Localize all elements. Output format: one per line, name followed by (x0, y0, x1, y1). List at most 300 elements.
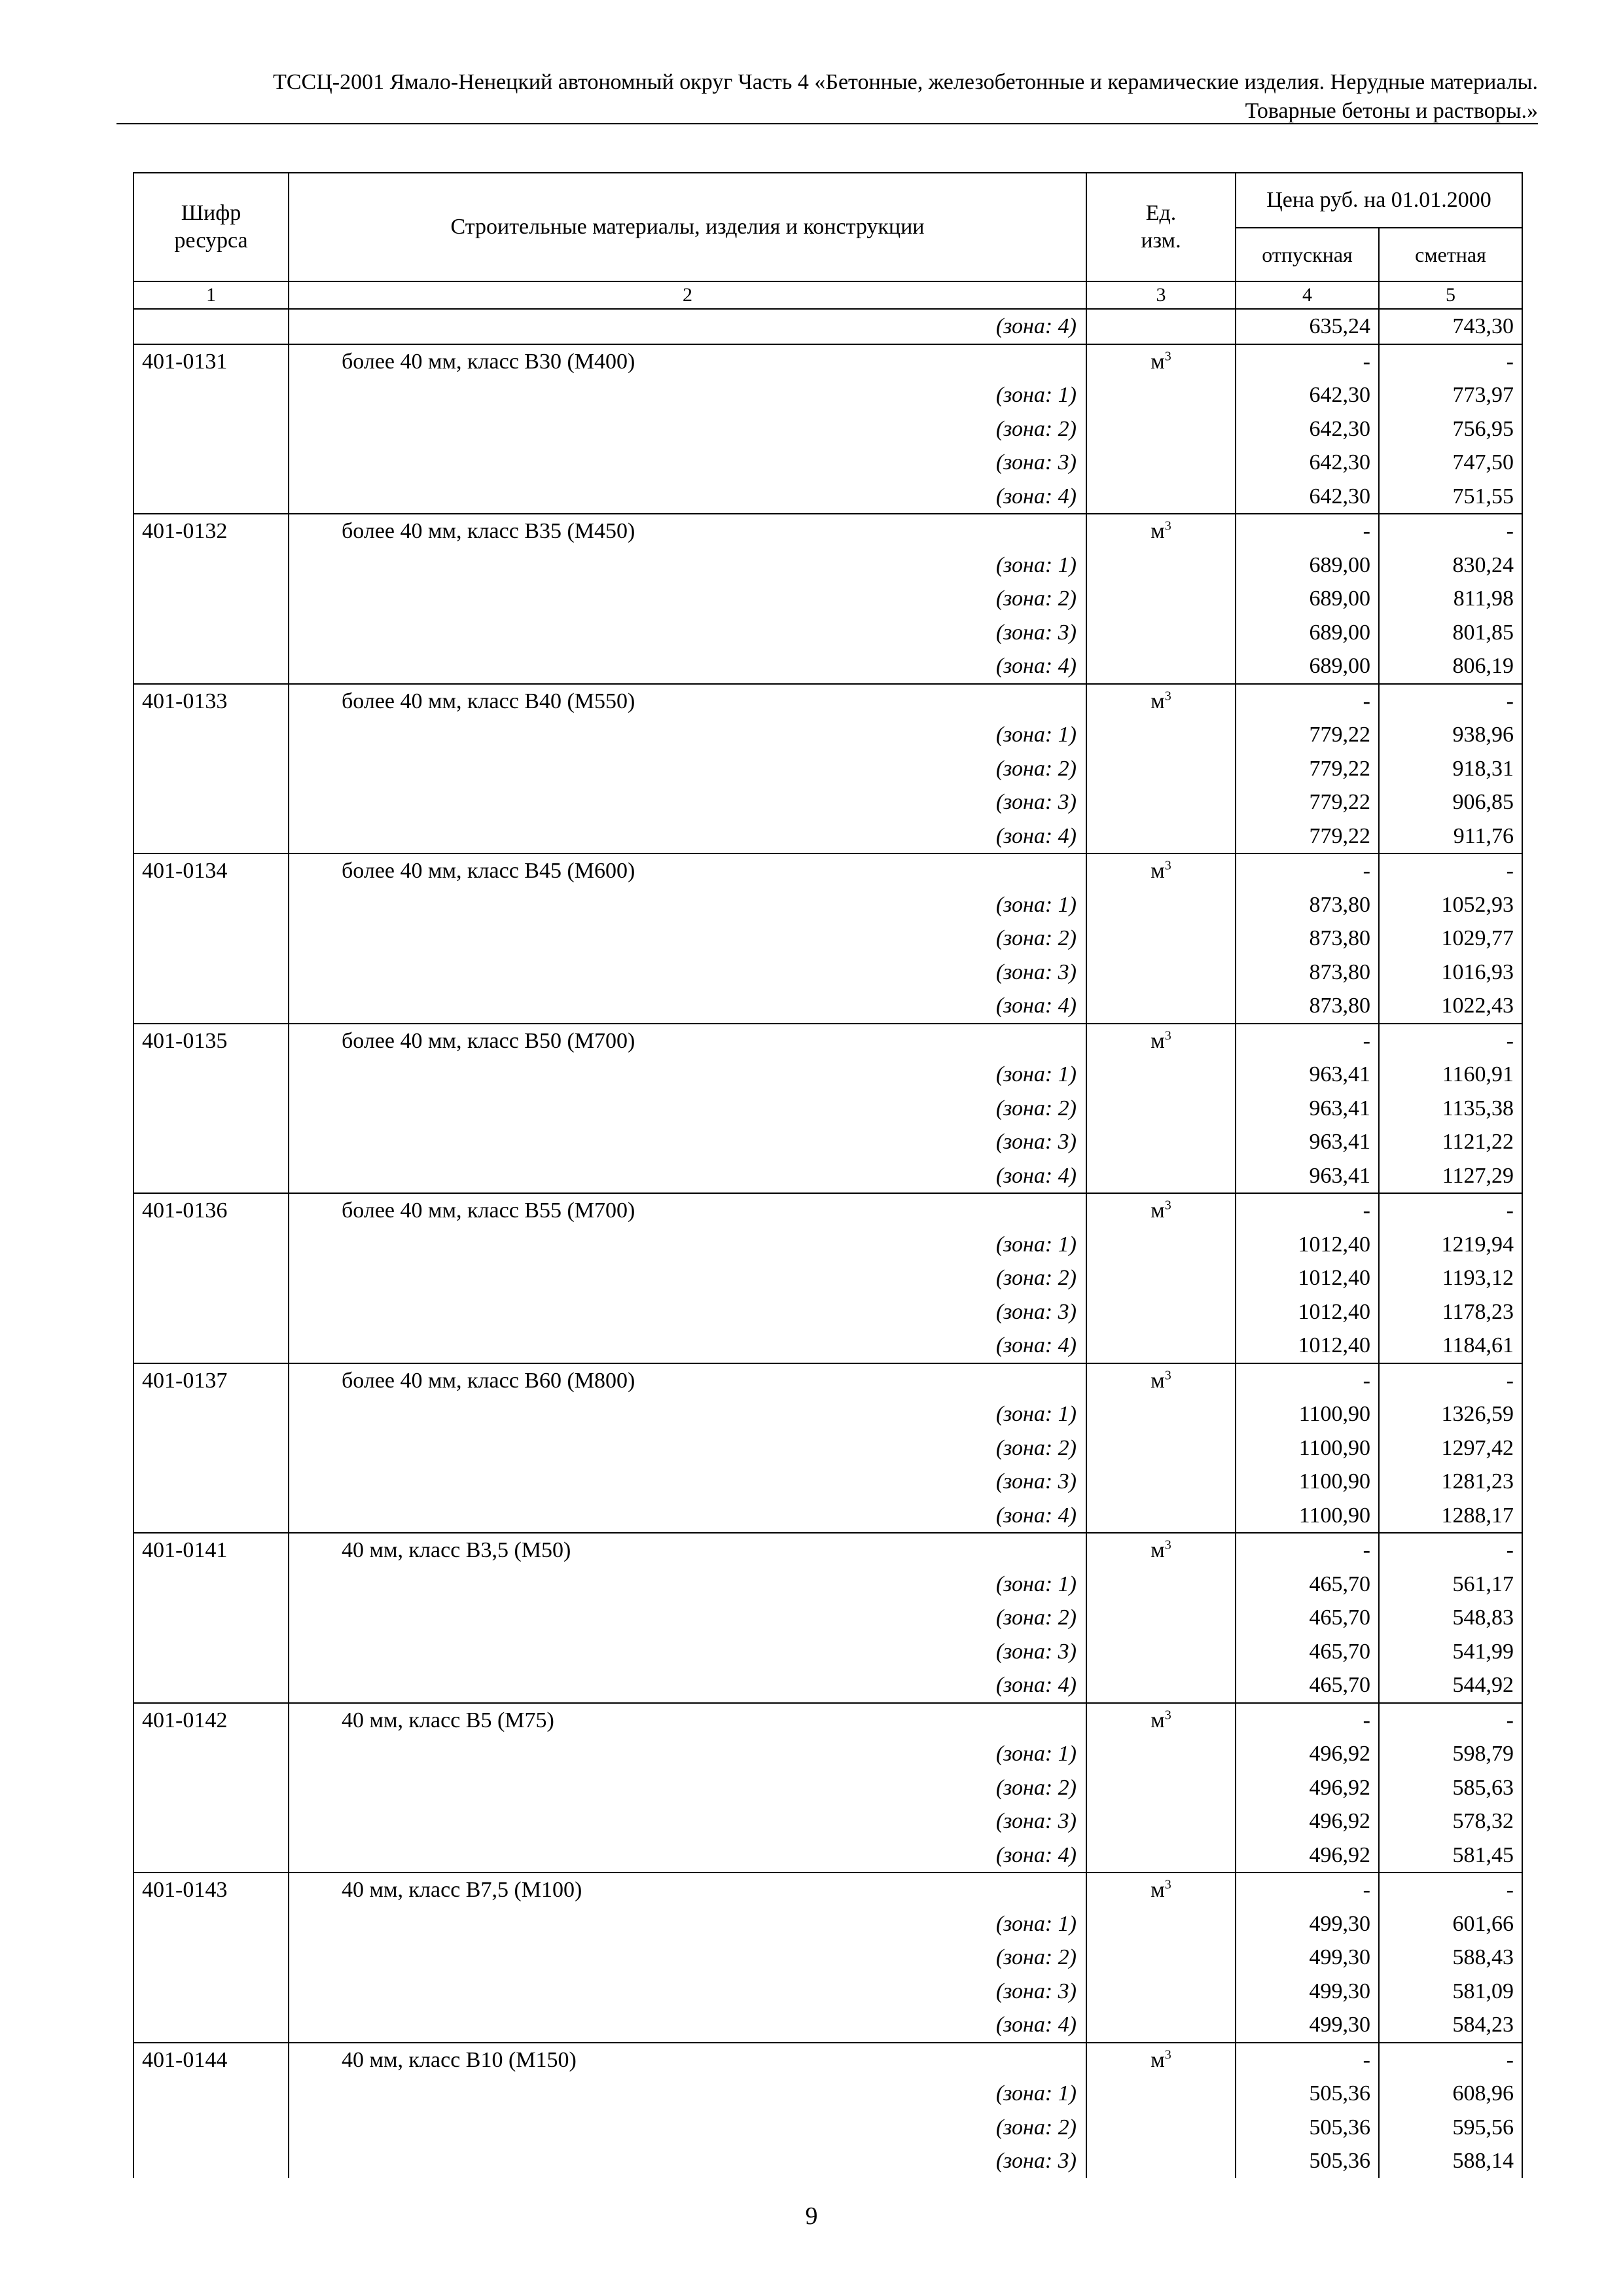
zone-label: (зона: 4) (289, 1839, 1086, 1873)
zone-row (134, 1397, 1522, 1431)
table-row (134, 1873, 1522, 1907)
release-price: - (1236, 684, 1379, 719)
empty-cell (134, 1092, 289, 1126)
release-price: 1100,90 (1236, 1397, 1379, 1431)
zone-label: (зона: 4) (289, 480, 1086, 514)
column-number-row (134, 281, 1522, 309)
zone-label: (зона: 2) (289, 922, 1086, 956)
empty-cell (134, 2111, 289, 2145)
estimate-price: 601,66 (1379, 1907, 1522, 1941)
estimate-price: - (1379, 1024, 1522, 1058)
table-row (134, 684, 1522, 719)
release-price: - (1236, 344, 1379, 379)
zone-label: (зона: 3) (289, 785, 1086, 819)
empty-cell (1086, 1975, 1236, 2009)
unit-text: м (1150, 859, 1165, 883)
resource-code: 401-0132 (134, 514, 289, 548)
empty-cell (1086, 1465, 1236, 1499)
empty-cell (134, 1839, 289, 1873)
release-price: 465,70 (1236, 1601, 1379, 1635)
empty-cell (134, 1635, 289, 1669)
unit-cell (1086, 853, 1236, 888)
empty-cell (134, 1397, 289, 1431)
estimate-price: 938,96 (1379, 718, 1522, 752)
release-price: - (1236, 514, 1379, 548)
unit-superscript: 3 (1164, 1368, 1171, 1383)
zone-label: (зона: 3) (289, 2144, 1086, 2178)
empty-cell (1086, 1635, 1236, 1669)
empty-cell (1086, 412, 1236, 446)
empty-cell (134, 582, 289, 616)
unit-cell (1086, 1193, 1236, 1228)
estimate-price: 747,50 (1379, 446, 1522, 480)
zone-label: (зона: 1) (289, 718, 1086, 752)
empty-cell (1086, 1839, 1236, 1873)
column-header-price-group: Цена руб. на 01.01.2000 (1236, 173, 1522, 228)
estimate-price: - (1379, 853, 1522, 888)
empty-cell (134, 1941, 289, 1975)
zone-row (134, 1058, 1522, 1092)
unit-text: м (1150, 519, 1165, 543)
estimate-price: 1281,23 (1379, 1465, 1522, 1499)
zone-label: (зона: 4) (289, 1329, 1086, 1363)
zone-row (134, 1804, 1522, 1839)
zone-row (134, 446, 1522, 480)
zone-label: (зона: 4) (289, 819, 1086, 854)
empty-cell (134, 1465, 289, 1499)
empty-cell (1086, 1568, 1236, 1602)
release-price: 873,80 (1236, 888, 1379, 922)
empty-cell (134, 956, 289, 990)
zone-label: (зона: 1) (289, 1737, 1086, 1771)
estimate-price: - (1379, 1363, 1522, 1398)
release-price: 779,22 (1236, 785, 1379, 819)
empty-cell (1086, 1295, 1236, 1329)
column-number: 3 (1086, 281, 1236, 309)
estimate-price: 801,85 (1379, 616, 1522, 650)
unit-superscript: 3 (1164, 1028, 1171, 1043)
unit-cell (1086, 1024, 1236, 1058)
table-row (134, 514, 1522, 548)
zone-row (134, 1737, 1522, 1771)
unit-superscript: 3 (1164, 1708, 1171, 1723)
empty-cell (1086, 2111, 1236, 2145)
zone-row (134, 888, 1522, 922)
zone-row (134, 1465, 1522, 1499)
unit-cell (1086, 2043, 1236, 2077)
zone-row (134, 378, 1522, 412)
empty-cell (1086, 2008, 1236, 2043)
empty-cell (1086, 989, 1236, 1024)
zone-row (134, 480, 1522, 514)
estimate-price: 588,14 (1379, 2144, 1522, 2178)
estimate-price: 1135,38 (1379, 1092, 1522, 1126)
empty-cell (134, 480, 289, 514)
release-price: 873,80 (1236, 922, 1379, 956)
material-name: более 40 мм, класс В40 (М550) (289, 684, 1086, 719)
zone-row (134, 1431, 1522, 1465)
zone-row (134, 1668, 1522, 1703)
estimate-price: 911,76 (1379, 819, 1522, 854)
unit-superscript: 3 (1164, 1877, 1171, 1892)
zone-label: (зона: 3) (289, 1975, 1086, 2009)
empty-cell (134, 412, 289, 446)
material-name: более 40 мм, класс В55 (М700) (289, 1193, 1086, 1228)
table-row (134, 853, 1522, 888)
zone-row (134, 1601, 1522, 1635)
empty-cell (1086, 480, 1236, 514)
estimate-price: 1184,61 (1379, 1329, 1522, 1363)
empty-cell (134, 1907, 289, 1941)
resource-code: 401-0143 (134, 1873, 289, 1907)
zone-label: (зона: 2) (289, 412, 1086, 446)
estimate-price: 585,63 (1379, 1771, 1522, 1805)
empty-cell (1086, 785, 1236, 819)
release-price: 642,30 (1236, 480, 1379, 514)
release-price: 873,80 (1236, 956, 1379, 990)
header-rule (116, 123, 1538, 124)
zone-label: (зона: 3) (289, 1804, 1086, 1839)
zone-label: (зона: 1) (289, 548, 1086, 583)
release-price: 779,22 (1236, 718, 1379, 752)
column-header-code: Шифр ресурса (134, 173, 289, 281)
release-price: 1012,40 (1236, 1261, 1379, 1295)
estimate-price: 1297,42 (1379, 1431, 1522, 1465)
table-row (134, 1363, 1522, 1398)
release-price: 963,41 (1236, 1125, 1379, 1159)
release-price: - (1236, 1703, 1379, 1738)
release-price: 496,92 (1236, 1839, 1379, 1873)
unit-text: м (1150, 349, 1165, 374)
unit-cell (1086, 1873, 1236, 1907)
release-price: 1012,40 (1236, 1295, 1379, 1329)
estimate-price: - (1379, 2043, 1522, 2077)
zone-row (134, 819, 1522, 854)
zone-label: (зона: 1) (289, 2077, 1086, 2111)
zone-label: (зона: 1) (289, 1907, 1086, 1941)
release-price: - (1236, 1533, 1379, 1568)
header-line-1: ТССЦ-2001 Ямало-Ненецкий автономный округ Часть 4 «Бетонные, железобетонные и керамические изделия. Нерудные материалы. (273, 70, 1538, 94)
release-price: 689,00 (1236, 649, 1379, 684)
zone-row (134, 1771, 1522, 1805)
zone-row (134, 1499, 1522, 1534)
zone-row (134, 989, 1522, 1024)
empty-cell (1086, 616, 1236, 650)
resource-code: 401-0136 (134, 1193, 289, 1228)
estimate-price: 581,45 (1379, 1839, 1522, 1873)
empty-cell (1086, 548, 1236, 583)
empty-cell (1086, 1329, 1236, 1363)
empty-cell (1086, 1499, 1236, 1534)
release-price: 505,36 (1236, 2077, 1379, 2111)
release-price: 873,80 (1236, 989, 1379, 1024)
zone-label: (зона: 2) (289, 1941, 1086, 1975)
unit-text: м (1150, 2047, 1165, 2072)
zone-row (134, 785, 1522, 819)
estimate-price: 906,85 (1379, 785, 1522, 819)
zone-row (134, 616, 1522, 650)
zone-row (134, 1159, 1522, 1194)
release-price: 779,22 (1236, 752, 1379, 786)
empty-cell (1086, 1261, 1236, 1295)
estimate-price: 1022,43 (1379, 989, 1522, 1024)
unit-cell (1086, 514, 1236, 548)
empty-cell (1086, 1159, 1236, 1194)
zone-label: (зона: 4) (289, 989, 1086, 1024)
zone-label: (зона: 3) (289, 1125, 1086, 1159)
empty-cell (1086, 1737, 1236, 1771)
empty-cell (134, 922, 289, 956)
unit-text: м (1150, 689, 1165, 713)
estimate-price: 756,95 (1379, 412, 1522, 446)
empty-cell (134, 989, 289, 1024)
empty-cell (1086, 922, 1236, 956)
header-line-2: Товарные бетоны и растворы.» (1245, 99, 1538, 123)
zone-row (134, 2144, 1522, 2178)
zone-label: (зона: 4) (289, 649, 1086, 684)
resource-code: 401-0134 (134, 853, 289, 888)
release-price: 642,30 (1236, 378, 1379, 412)
empty-cell (134, 616, 289, 650)
release-price: - (1236, 1193, 1379, 1228)
zone-label: (зона: 1) (289, 1228, 1086, 1262)
zone-row (134, 1228, 1522, 1262)
empty-cell (1086, 582, 1236, 616)
unit-superscript: 3 (1164, 349, 1171, 364)
zone-label: (зона: 1) (289, 1058, 1086, 1092)
empty-cell (1086, 1228, 1236, 1262)
material-name: более 40 мм, класс В35 (М450) (289, 514, 1086, 548)
zone-row (134, 718, 1522, 752)
release-price: 1100,90 (1236, 1431, 1379, 1465)
release-price: 642,30 (1236, 412, 1379, 446)
estimate-price: 751,55 (1379, 480, 1522, 514)
release-price: - (1236, 1363, 1379, 1398)
release-price: 496,92 (1236, 1771, 1379, 1805)
zone-label: (зона: 4) (289, 1499, 1086, 1534)
empty-cell (1086, 1092, 1236, 1126)
column-number: 2 (289, 281, 1086, 309)
release-price: 499,30 (1236, 1941, 1379, 1975)
resource-code: 401-0137 (134, 1363, 289, 1398)
empty-cell (134, 446, 289, 480)
empty-cell (1086, 1771, 1236, 1805)
zone-row (134, 956, 1522, 990)
zone-row (134, 548, 1522, 583)
empty-cell (134, 649, 289, 684)
zone-row (134, 1907, 1522, 1941)
empty-cell (134, 718, 289, 752)
column-header-name: Строительные материалы, изделия и конструкции (289, 173, 1086, 281)
unit-cell (1086, 344, 1236, 379)
empty-cell (134, 1228, 289, 1262)
release-price: 689,00 (1236, 616, 1379, 650)
release-price: 496,92 (1236, 1804, 1379, 1839)
empty-cell (1086, 752, 1236, 786)
resource-code: 401-0141 (134, 1533, 289, 1568)
release-price: 496,92 (1236, 1737, 1379, 1771)
resource-code: 401-0144 (134, 2043, 289, 2077)
column-number: 1 (134, 281, 289, 309)
table-row (134, 1533, 1522, 1568)
page-number: 9 (805, 2202, 818, 2230)
zone-label: (зона: 2) (289, 1092, 1086, 1126)
table-row (134, 1703, 1522, 1738)
zone-label: (зона: 2) (289, 582, 1086, 616)
estimate-price: 561,17 (1379, 1568, 1522, 1602)
zone-row (134, 1568, 1522, 1602)
zone-label: (зона: 1) (289, 888, 1086, 922)
estimate-price: 584,23 (1379, 2008, 1522, 2043)
zone-row (134, 1125, 1522, 1159)
release-price: 1100,90 (1236, 1499, 1379, 1534)
estimate-price: - (1379, 1193, 1522, 1228)
estimate-price: - (1379, 684, 1522, 719)
zone-row (134, 752, 1522, 786)
unit-text: м (1150, 1198, 1165, 1223)
estimate-price: 830,24 (1379, 548, 1522, 583)
zone-label: (зона: 1) (289, 378, 1086, 412)
empty-cell (1086, 1601, 1236, 1635)
unit-text: м (1150, 1368, 1165, 1393)
release-price: 963,41 (1236, 1092, 1379, 1126)
release-price: 689,00 (1236, 548, 1379, 583)
document-header (116, 68, 1538, 126)
material-name: 40 мм, класс В5 (М75) (289, 1703, 1086, 1738)
empty-cell (1086, 1125, 1236, 1159)
unit-superscript: 3 (1164, 2047, 1171, 2062)
release-price: - (1236, 1024, 1379, 1058)
zone-row (134, 1941, 1522, 1975)
empty-cell (134, 1431, 289, 1465)
resource-code: 401-0142 (134, 1703, 289, 1738)
material-name: 40 мм, класс В7,5 (М100) (289, 1873, 1086, 1907)
unit-cell (1086, 1363, 1236, 1398)
release-price: 689,00 (1236, 582, 1379, 616)
empty-cell (134, 2008, 289, 2043)
release-price: 499,30 (1236, 1975, 1379, 2009)
estimate-price: 811,98 (1379, 582, 1522, 616)
resource-code: 401-0133 (134, 684, 289, 719)
empty-cell (1086, 2144, 1236, 2178)
release-price: - (1236, 2043, 1379, 2077)
release-price: 963,41 (1236, 1058, 1379, 1092)
estimate-price: 1016,93 (1379, 956, 1522, 990)
zone-row (134, 1975, 1522, 2009)
empty-cell (134, 819, 289, 854)
zone-row (134, 2008, 1522, 2043)
estimate-price: 588,43 (1379, 1941, 1522, 1975)
empty-cell (1086, 819, 1236, 854)
material-name: 40 мм, класс В10 (М150) (289, 2043, 1086, 2077)
zone-label: (зона: 2) (289, 1601, 1086, 1635)
estimate-price: 548,83 (1379, 1601, 1522, 1635)
estimate-price: 608,96 (1379, 2077, 1522, 2111)
empty-cell (1086, 1058, 1236, 1092)
empty-cell (134, 378, 289, 412)
material-name: более 40 мм, класс В30 (М400) (289, 344, 1086, 379)
release-price: 505,36 (1236, 2111, 1379, 2145)
empty-cell (134, 2144, 289, 2178)
empty-cell (134, 1058, 289, 1092)
estimate-price: 1029,77 (1379, 922, 1522, 956)
release-price: 499,30 (1236, 2008, 1379, 2043)
table-row (134, 1193, 1522, 1228)
unit-cell (1086, 1533, 1236, 1568)
unit-text: м (1150, 1538, 1165, 1562)
zone-label: (зона: 3) (289, 446, 1086, 480)
empty-cell (1086, 446, 1236, 480)
empty-cell (134, 1804, 289, 1839)
zone-label: (зона: 4) (289, 2008, 1086, 2043)
zone-label: (зона: 3) (289, 1295, 1086, 1329)
zone-label: (зона: 4) (289, 1668, 1086, 1703)
zone-row (134, 649, 1522, 684)
material-name: более 40 мм, класс В60 (М800) (289, 1363, 1086, 1398)
estimate-price: 1121,22 (1379, 1125, 1522, 1159)
estimate-price: 1288,17 (1379, 1499, 1522, 1534)
empty-cell (134, 785, 289, 819)
table-row (134, 1024, 1522, 1058)
estimate-price: 598,79 (1379, 1737, 1522, 1771)
zone-label: (зона: 3) (289, 1465, 1086, 1499)
material-name: более 40 мм, класс В50 (М700) (289, 1024, 1086, 1058)
unit-superscript: 3 (1164, 518, 1171, 533)
release-price: 642,30 (1236, 446, 1379, 480)
unit-superscript: 3 (1164, 1198, 1171, 1213)
material-name: 40 мм, класс В3,5 (М50) (289, 1533, 1086, 1568)
empty-cell (134, 2077, 289, 2111)
release-price: 1012,40 (1236, 1329, 1379, 1363)
carryover-row (134, 309, 1522, 344)
estimate-price: - (1379, 1533, 1522, 1568)
estimate-price: 918,31 (1379, 752, 1522, 786)
empty-cell (1086, 888, 1236, 922)
zone-label: (зона: 1) (289, 1397, 1086, 1431)
zone-row (134, 2077, 1522, 2111)
table-row (134, 344, 1522, 379)
zone-label: (зона: 4) (289, 1159, 1086, 1194)
empty-cell (134, 1261, 289, 1295)
zone-row (134, 1261, 1522, 1295)
estimate-price: 578,32 (1379, 1804, 1522, 1839)
zone-row (134, 1092, 1522, 1126)
empty-cell (134, 752, 289, 786)
zone-label: (зона: 3) (289, 1635, 1086, 1669)
zone-label: (зона: 4) (289, 309, 1086, 344)
estimate-price: - (1379, 1873, 1522, 1907)
zone-row (134, 1329, 1522, 1363)
column-header-release-price: отпускная (1236, 228, 1379, 281)
resource-code: 401-0135 (134, 1024, 289, 1058)
resource-code: 401-0131 (134, 344, 289, 379)
empty-cell (134, 1125, 289, 1159)
empty-cell (134, 1975, 289, 2009)
empty-cell (1086, 1804, 1236, 1839)
price-table (133, 172, 1523, 2178)
empty-cell (134, 1499, 289, 1534)
empty-cell (1086, 1431, 1236, 1465)
zone-label: (зона: 2) (289, 1431, 1086, 1465)
zone-label: (зона: 3) (289, 616, 1086, 650)
zone-label: (зона: 2) (289, 2111, 1086, 2145)
empty-cell (134, 548, 289, 583)
empty-cell (134, 1568, 289, 1602)
estimate-price: 1193,12 (1379, 1261, 1522, 1295)
zone-row (134, 1295, 1522, 1329)
unit-text: м (1150, 1878, 1165, 1902)
zone-label: (зона: 2) (289, 1261, 1086, 1295)
